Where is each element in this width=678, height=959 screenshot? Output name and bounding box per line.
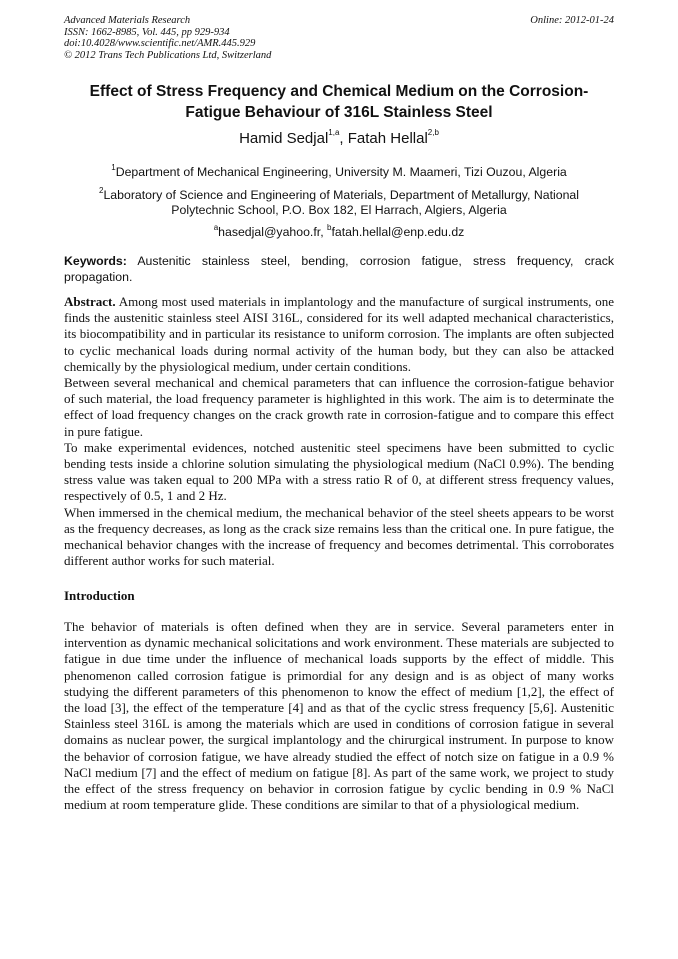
doi: doi:10.4028/www.scientific.net/AMR.445.929 — [64, 38, 256, 49]
author-sup: 2,b — [427, 128, 439, 137]
abstract-paragraph: To make experimental evidences, notched austenitic steel specimens have been submitted to cyclic bending tests inside a chlorine solution simulating the physiological medium (NaCl 0.9%). The bending stress value was taken equal to 200 MPa with a stress ratio R of 0, at different stress frequency values, respectively of 0.5, 1 and 2 Hz. — [64, 439, 614, 504]
copyright: © 2012 Trans Tech Publications Ltd, Switzerland — [64, 49, 272, 61]
abstract-paragraph: Between several mechanical and chemical parameters that can influence the corrosion-fatigue behavior of such material, the load frequency parameter is highlighted in this work. The aim is to determinate the effect of load frequency changes on the crack growth rate in corrosion-fatigue and to compare this effect in pure fatigue. — [64, 375, 614, 439]
affiliation-sup: 1 — [111, 163, 116, 172]
email-sup: a — [213, 223, 219, 232]
authors: Hamid Sedjal$^{1,a}$, Fatah Hellal$^{2,b}$ — [239, 128, 439, 147]
introduction-paragraph: The behavior of materials is often defined when they are in service. Several parameters enter in intervention as dynamic mechanical solicitations and work environment. These materials are subjected to fatigue in due time under the influence of mechanical loads supports by the effect of middle. This phenomenon called corrosion fatigue is primordial for any design and is as object of many works studying the different parameters of this phenomenon to know the effect of medium [1,2], the effect of the load [3], the effect of the temperature [4] and as that of the cyclic stress frequency [5,6]. Austenitic Stainless steel 316L is among the materials which are used in conditions of corrosion fatigue in several domains as nuclear power, the surgical implantology and the chirurgical instrument. In purpose to know the behavior of corrosion fatigue, we have already studied the effect of notch size on fatigue in a 0.9 % NaCl medium [7] and the effect of medium on fatigue [8]. As part of the same work, we project to study the effect of the stress frequency on behavior in corrosion fatigue by cyclic bending in 0.9 % NaCl medium at room temperature glide. These conditions are similar to that of a physiological medium. — [64, 619, 614, 813]
affiliation-1 — [64, 165, 614, 180]
affiliation-sup: 2 — [99, 186, 104, 195]
affiliation-2 — [84, 188, 594, 218]
email-sup: b — [327, 223, 332, 232]
author-sup: 1,a — [328, 128, 340, 137]
journal-name: Advanced Materials Research — [64, 15, 191, 26]
keywords-text: Austenitic stainless steel, bending, corrosion fatigue, stress frequency, crack propagation. — [64, 254, 614, 284]
author-name: Hamid Sedjal — [239, 130, 329, 147]
issn: ISSN: 1662-8985, Vol. 445, pp 929-934 — [64, 26, 230, 38]
journal-info — [64, 15, 271, 61]
abstract-paragraph: When immersed in the chemical medium, the mechanical behavior of the steel sheets appears to be worst as the frequency decreases, as long as the crack size remains less than the critical one. In pure fatigue, the mechanical behavior changes with the increase of frequency and becomes detrimental. This corroborates different author works for such material. — [64, 504, 614, 569]
affiliation-text: Department of Mechanical Engineering, University M. Maameri, Tizi Ouzou, Algeria — [115, 165, 567, 179]
abstract-label: Abstract. — [64, 294, 116, 309]
online-date: Online: 2012-01-24 — [530, 15, 614, 26]
paper-title: Effect of Stress Frequency and Chemical Medium on the Corrosion-Fatigue Behaviour of 316L Stainless Steel — [89, 83, 589, 121]
keywords-label: Keywords: — [64, 254, 127, 268]
affiliation-text: Laboratory of Science and Engineering of Materials, Department of Metallurgy, National Polytechnic School, P.O. Box 182, El Harrach, Algiers, Algeria — [103, 188, 579, 217]
introduction — [64, 619, 614, 813]
section-heading: Introduction — [64, 588, 135, 603]
abstract-paragraph — [64, 294, 614, 375]
abstract-text: Among most used materials in implantology and the manufacture of surgical instruments, one finds the austenitic stainless steel AISI 316L, considered for its well adapted mechanical characteristics, its biocompatibility and in particular its resistance to uniform corrosion. The implants are often subjected to cyclic mechanical loads during normal activity of the human body, but they can also be attacked chemically by the physiological medium, under certain conditions. — [64, 294, 614, 374]
keywords — [64, 253, 614, 285]
author-name: Fatah Hellal — [347, 130, 428, 147]
abstract — [64, 294, 614, 569]
email: fatah.hellal@enp.edu.dz — [331, 225, 465, 239]
email: hasedjal@yahoo.fr — [218, 225, 321, 239]
emails: $^a$hasedjal@yahoo.fr, $^b$fatah.hellal@enp.edu.dz — [213, 223, 465, 239]
